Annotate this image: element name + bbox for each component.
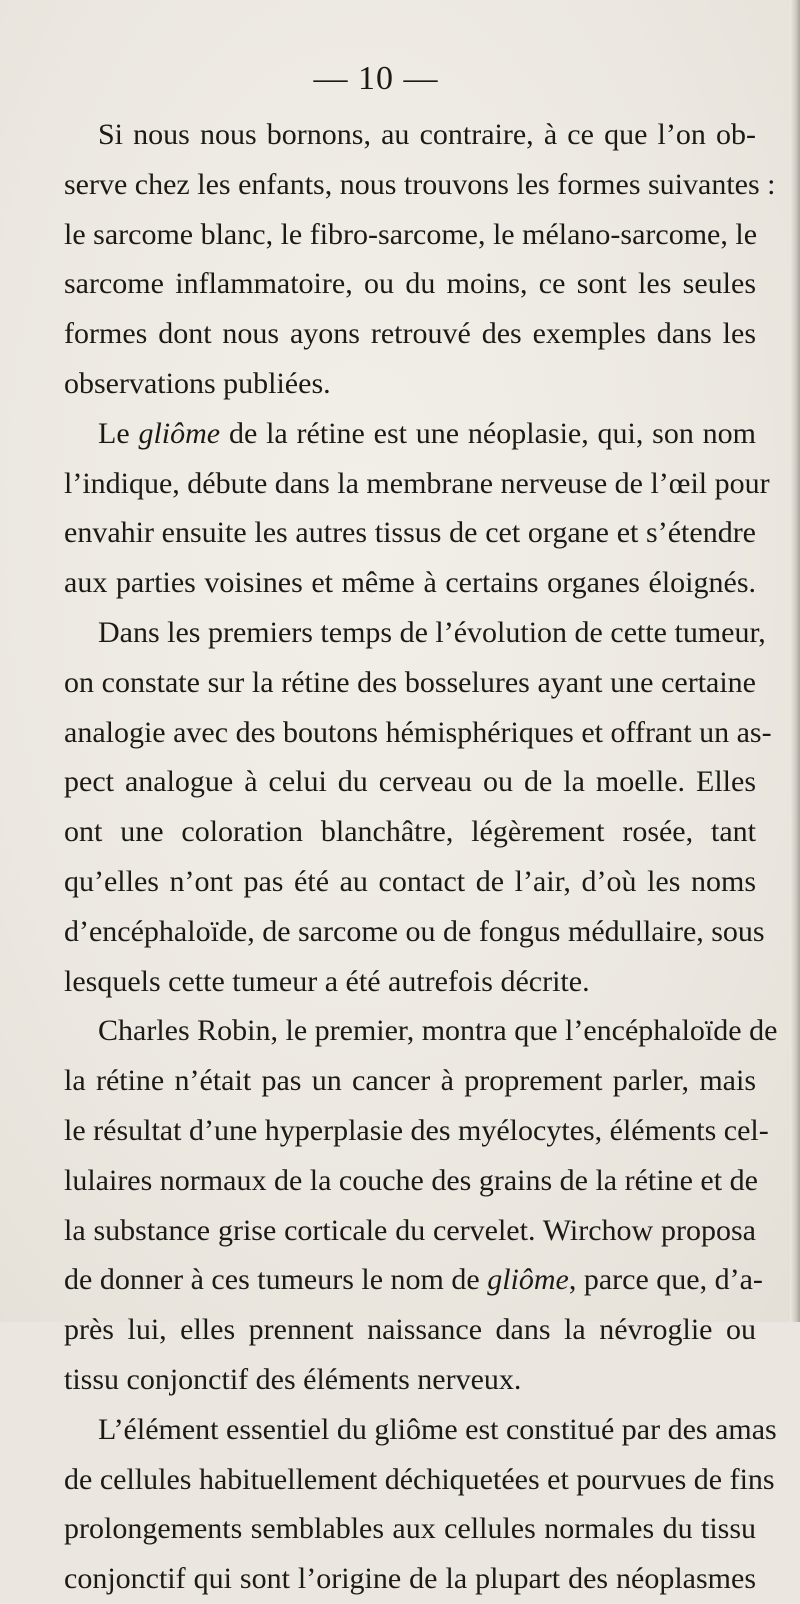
text-line: l’indique, débute dans la membrane nerveuse de l’œil pour [64, 466, 770, 500]
text-line: formes dont nous ayons retrouvé des exemples dans les [64, 317, 756, 351]
text-fragment: de la rétine est une néoplasie, qui, son nom [228, 416, 757, 450]
text-line-mixed [64, 1255, 763, 1305]
text-line: on constate sur la rétine des bosselures ayant une certaine [64, 665, 756, 699]
text-line: prolongements semblables aux cellules normales du tissu [64, 1512, 756, 1546]
text-line: conjonctif qui sont l’origine de la plupart des néoplasmes [64, 1562, 756, 1596]
text-line: ont une coloration blanchâtre, légèrement rosée, tant [64, 815, 756, 849]
page-number: — 10 — [313, 60, 439, 97]
text-fragment: de donner à ces tumeurs le nom de [64, 1263, 480, 1297]
text-line: L’élément essentiel du gliôme est constitué par des amas [98, 1412, 777, 1446]
text-line: le résultat d’une hyperplasie des myélocytes, éléments cel- [64, 1113, 769, 1147]
text-line: Dans les premiers temps de l’évolution de cette tumeur, [98, 615, 766, 649]
text-line: sarcome inflammatoire, ou du moins, ce sont les seules [64, 267, 756, 301]
text-line: qu’elles n’ont pas été au contact de l’air, d’où les noms [64, 864, 756, 898]
text-line: le sarcome blanc, le fibro-sarcome, le mélano-sarcome, le [64, 217, 758, 251]
text-fragment: Le [98, 416, 130, 450]
text-line: envahir ensuite les autres tissus de cet organe et s’étendre [64, 516, 756, 550]
text-line: aux parties voisines et même à certains organes éloignés. [64, 566, 756, 600]
text-line: de cellules habituellement déchiquetées et pourvues de fins [64, 1462, 775, 1496]
text-line: Charles Robin, le premier, montra que l’encéphaloïde de [98, 1014, 778, 1048]
text-line: lulaires normaux de la couche des grains de la rétine et de [64, 1163, 758, 1197]
text-line: observations publiées. [64, 366, 331, 400]
text-line: analogie avec des boutons hémisphériques et offrant un as- [64, 715, 772, 749]
text-line: Si nous nous bornons, au contraire, à ce que l’on ob- [98, 118, 756, 151]
text-line: d’encéphaloïde, de sarcome ou de fongus médullaire, sous [64, 914, 765, 948]
text-line: tissu conjonctif des éléments nerveux. [64, 1362, 522, 1396]
text-line: la rétine n’était pas un cancer à proprement parler, mais [64, 1064, 756, 1098]
text-line: la substance grise corticale du cervelet. Wirchow proposa [64, 1213, 756, 1247]
body-text [64, 110, 778, 1604]
page-edge-shadow [790, 0, 800, 1322]
text-line: serve chez les enfants, nous trouvons les formes suivantes : [64, 167, 776, 201]
text-line: lesquels cette tumeur a été autrefois décrite. [64, 964, 590, 998]
text-line: près lui, elles prennent naissance dans la névroglie ou [64, 1313, 756, 1347]
italic-term: gliôme [138, 416, 221, 450]
text-fragment: , parce que, d’a- [568, 1263, 763, 1297]
text-line-mixed [64, 409, 756, 459]
text-line: pect analogue à celui du cerveau ou de la moelle. Elles [64, 765, 756, 799]
italic-term: gliôme [487, 1263, 569, 1297]
